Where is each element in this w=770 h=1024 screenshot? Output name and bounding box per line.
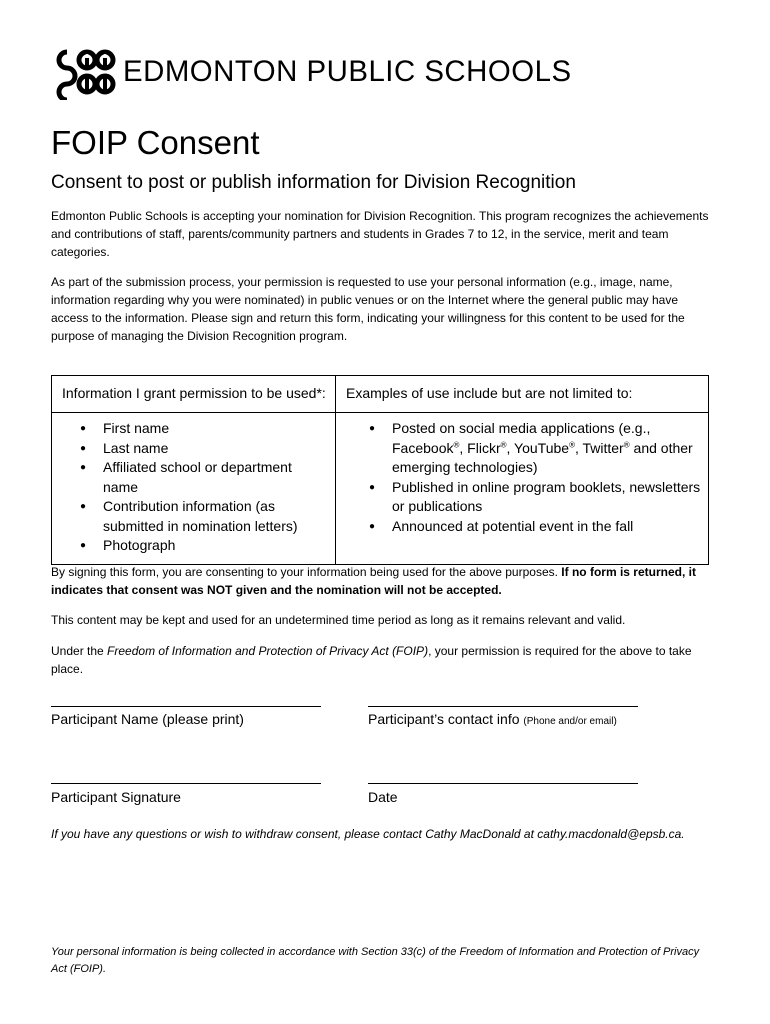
signing-paragraph [51, 563, 716, 599]
foip-act-name: Freedom of Information and Protection of Privacy Act (FOIP) [107, 644, 429, 658]
info-list [62, 419, 329, 556]
permission-table [51, 375, 709, 565]
registered-mark: ® [500, 439, 507, 449]
contact-label-text: Participant’s contact info [368, 711, 524, 727]
list-item: ● Published in online program booklets, newsletters or publications [392, 478, 702, 517]
table-header-examples: Examples of use include but are not limited to: [336, 376, 709, 413]
registered-mark: ® [623, 439, 630, 449]
registered-mark: ® [569, 439, 575, 449]
table-row [52, 413, 709, 565]
list-item: ● Last name [103, 439, 329, 459]
contact-info-label [368, 711, 617, 727]
list-item: ● First name [103, 419, 329, 439]
list-item: ● Contribution information (as submitted in nomination letters) [103, 497, 303, 536]
registered-mark: ® [453, 439, 460, 449]
participant-name-label: Participant Name (please print) [51, 711, 244, 727]
contact-info-line[interactable] [368, 706, 638, 707]
signing-text: By signing this form, you are consenting to your information being used for the above purposes. [51, 565, 562, 579]
contact-note: If you have any questions or wish to withdraw consent, please contact Cathy MacDonald at cathy.macdonald@epsb.ca. [51, 827, 685, 841]
participant-name-line[interactable] [51, 706, 321, 707]
foip-suffix: , your permission is required for the above to take place. [51, 644, 692, 676]
social-text-d: , Twitter [574, 439, 624, 456]
examples-list [346, 419, 702, 536]
list-item: ● Announced at potential event in the fall [392, 517, 702, 537]
date-label: Date [368, 789, 398, 805]
page-subtitle: Consent to post or publish information for Division Recognition [51, 172, 576, 193]
foip-paragraph [51, 642, 716, 678]
social-text-b: , Flickr [459, 439, 501, 456]
epsb-logo-icon [51, 44, 117, 100]
list-item: ● Photograph [103, 536, 329, 556]
participant-signature-line[interactable] [51, 783, 321, 784]
social-text-a: Posted on social media applications (e.g., Facebook [392, 420, 651, 456]
intro-paragraph: Edmonton Public Schools is accepting your nomination for Division Recognition. This program recognizes the achievements and contributions of staff, parents/community partners and students in Grades 7 to 12, in the service, merit and team categories. [51, 209, 709, 259]
social-text-c: , YouTube [506, 439, 570, 456]
social-text-e: and other emerging technologies) [392, 439, 693, 475]
contact-hint: (Phone and/or email) [523, 716, 617, 727]
table-header-info: Information I grant permission to be used*: [52, 376, 336, 413]
signing-warning: If no form is returned, it indicates that consent was NOT given and the nomination will not be accepted. [51, 565, 696, 597]
list-item [392, 419, 702, 478]
table-header-row [52, 376, 709, 413]
list-item: ● Affiliated school or department name [103, 458, 329, 497]
org-name: EDMONTON PUBLIC SCHOOLS [123, 55, 572, 88]
date-line[interactable] [368, 783, 638, 784]
info-list-cell [52, 413, 336, 565]
page-title: FOIP Consent [51, 124, 260, 161]
retention-paragraph: This content may be kept and used for an undetermined time period as long as it remains relevant and valid. [51, 613, 626, 627]
permission-paragraph: As part of the submission process, your permission is requested to use your personal information (e.g., image, name, information regarding why you were nominated) in public venues or on the Internet where the general public may have access to the information. Please sign and return this form, indicating your willingness for this content to be used for the purpose of managing the Division Recognition program. [51, 275, 685, 343]
examples-list-cell [336, 413, 709, 565]
footer-note: Your personal information is being collected in accordance with Section 33(c) of the Freedom of Information and Protection of Privacy Act (FOIP). [51, 946, 700, 975]
header-logo [51, 44, 581, 100]
foip-prefix: Under the [51, 644, 108, 658]
participant-signature-label: Participant Signature [51, 789, 181, 805]
